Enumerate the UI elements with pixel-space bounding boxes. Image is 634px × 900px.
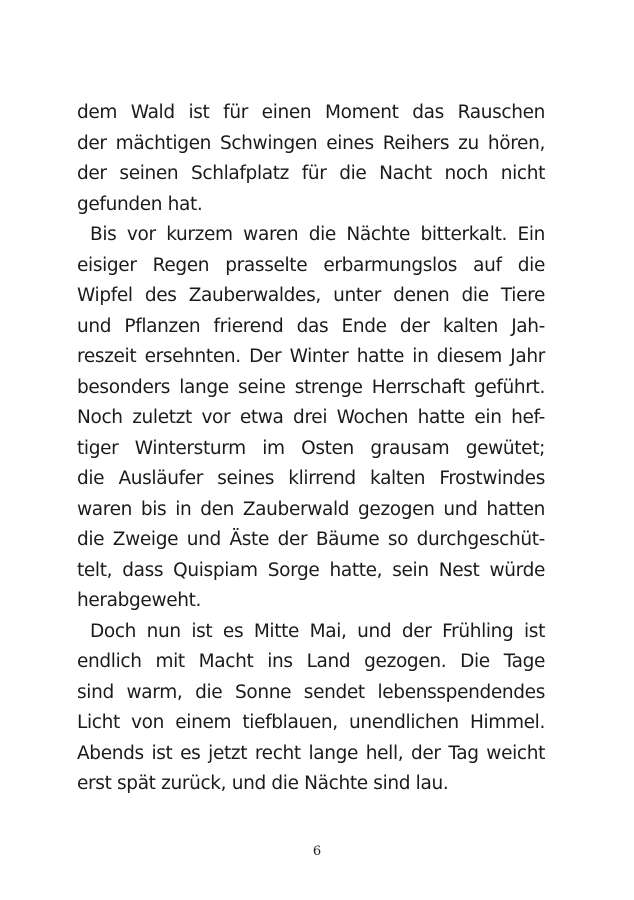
text-line: reszeit ersehnten. Der Winter hatte in diesem Jahr: [77, 346, 545, 367]
text-line: Doch nun ist es Mitte Mai, und der Frühling ist: [90, 620, 545, 642]
text-line: erst spät zurück, und die Nächte sind lau.: [77, 773, 449, 794]
text-line: herabgeweht.: [77, 590, 202, 611]
paragraph: [77, 220, 545, 617]
text-line: der seinen Schlafplatz für die Nacht noch nicht: [77, 163, 545, 184]
text-line: waren bis in den Zauberwald gezogen und hatten: [77, 498, 545, 520]
text-line: Licht von einem tiefblauen, unendlichen Himmel.: [77, 712, 545, 733]
paragraph: [77, 98, 545, 220]
text-line: Noch zuletzt vor etwa drei Wochen hatte ein hef-: [77, 407, 545, 428]
text-line: und Pflanzen frierend das Ende der kalten Jah-: [77, 315, 545, 337]
text-line: endlich mit Macht ins Land gezogen. Die Tage: [77, 651, 545, 672]
text-line: tiger Wintersturm im Osten grausam gewütet;: [77, 437, 545, 459]
text-line: eisiger Regen prasselte erbarmungslos auf die: [77, 254, 545, 276]
text-line: gefunden hat.: [77, 193, 203, 215]
text-line: Abends ist es jetzt recht lange hell, der Tag weicht: [77, 742, 545, 764]
text-line: telt, dass Quispiam Sorge hatte, sein Nest würde: [77, 559, 545, 581]
text-line: der mächtigen Schwingen eines Reihers zu hören,: [77, 132, 545, 154]
text-line: dem Wald ist für einen Moment das Rauschen: [77, 102, 545, 123]
text-line: Bis vor kurzem waren die Nächte bitterkalt. Ein: [90, 224, 545, 245]
text-line: Wipfel des Zauberwaldes, unter denen die Tiere: [77, 285, 545, 306]
page-number: 6: [312, 844, 322, 859]
text-line: besonders lange seine strenge Herrschaft geführt.: [77, 376, 545, 398]
paragraph: [77, 617, 545, 800]
text-line: sind warm, die Sonne sendet lebensspendendes: [77, 681, 545, 703]
text-line: die Zweige und Äste der Bäume so durchgeschüt-: [77, 529, 545, 550]
text-line: die Ausläufer seines klirrend kalten Frostwindes: [77, 468, 545, 489]
body-text: [77, 98, 545, 800]
